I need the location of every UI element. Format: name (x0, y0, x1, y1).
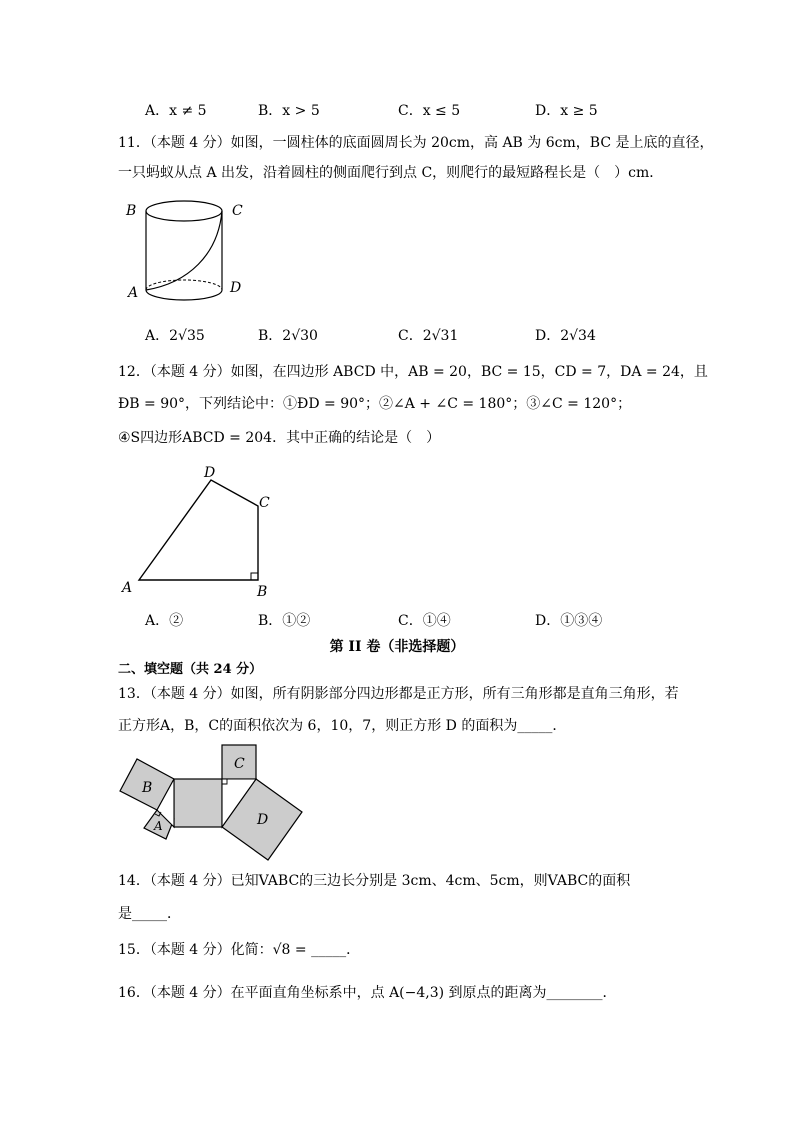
q12-option-b: B．①② (258, 613, 311, 629)
q12-label-c: C (259, 495, 270, 511)
q11-label-c: C (232, 203, 243, 219)
q10-option-b: B．x > 5 (258, 103, 320, 119)
section-heading: 二、填空题（共 24 分） (118, 662, 263, 677)
q13-label-b: B (142, 780, 153, 796)
q10-option-a: A．x ≠ 5 (145, 103, 207, 119)
q12-text-line2: ÐB = 90°，下列结论中：①ÐD = 90°；②∠A + ∠C = 180°；③∠C = 120°； (118, 396, 632, 412)
q13-text-line1: 13．（本题 4 分）如图，所有阴影部分四边形都是正方形，所有三角形都是直角三角形，若 (118, 686, 679, 702)
q12-label-d: D (204, 465, 216, 481)
q12-text-line1: 12．（本题 4 分）如图，在四边形 ABCD 中，AB = 20，BC = 15，CD = 7，DA = 24，且 (118, 364, 708, 380)
q11-option-d: D．2√34 (535, 328, 596, 344)
q13-text-line2: 正方形A，B，C的面积依次为 6，10，7，则正方形 D 的面积为_____． (118, 718, 567, 734)
q12-text-line3: ④S四边形ABCD = 204．其中正确的结论是（ ） (118, 430, 441, 446)
q12-label-a: A (122, 580, 133, 596)
q11-text-line1: 11．（本题 4 分）如图，一圆柱体的底面圆周长为 20cm，高 AB 为 6cm，BC 是上底的直径， (118, 135, 714, 151)
q11-label-d: D (230, 280, 242, 296)
q12-quadrilateral-figure (118, 462, 278, 602)
q12-option-a: A．② (145, 613, 184, 629)
q16-text: 16．（本题 4 分）在平面直角坐标系中，点 A(−4,3) 到原点的距离为________． (118, 985, 617, 1001)
q15-text: 15．（本题 4 分）化简：√8 = _____． (118, 942, 361, 958)
q12-option-c: C．①④ (398, 613, 451, 629)
q13-label-a: A (154, 819, 163, 833)
q11-option-b: B．2√30 (258, 328, 318, 344)
q11-option-c: C．2√31 (398, 328, 459, 344)
q12-option-d: D．①③④ (535, 613, 603, 629)
q13-label-c: C (234, 756, 245, 772)
q14-text-line2: 是_____． (118, 906, 181, 922)
q10-option-c: C．x ≤ 5 (398, 103, 461, 119)
q11-label-b: B (126, 203, 137, 219)
q11-text-line2: 一只蚂蚁从点 A 出发，沿着圆柱的侧面爬行到点 C，则爬行的最短路程长是（ ）cm． (118, 165, 664, 181)
q11-label-a: A (128, 285, 139, 301)
q14-text-line1: 14．（本题 4 分）已知VABC的三边长分别是 3cm、4cm、5cm，则VABC的面积 (118, 873, 631, 889)
q13-squares-figure (118, 742, 308, 864)
q11-option-a: A．2√35 (145, 328, 205, 344)
q10-option-d: D．x ≥ 5 (535, 103, 598, 119)
section-title: 第 II 卷（非选择题） (329, 639, 465, 655)
q11-cylinder-figure (118, 195, 258, 307)
q13-label-d: D (257, 812, 269, 828)
q12-label-b: B (257, 584, 268, 600)
